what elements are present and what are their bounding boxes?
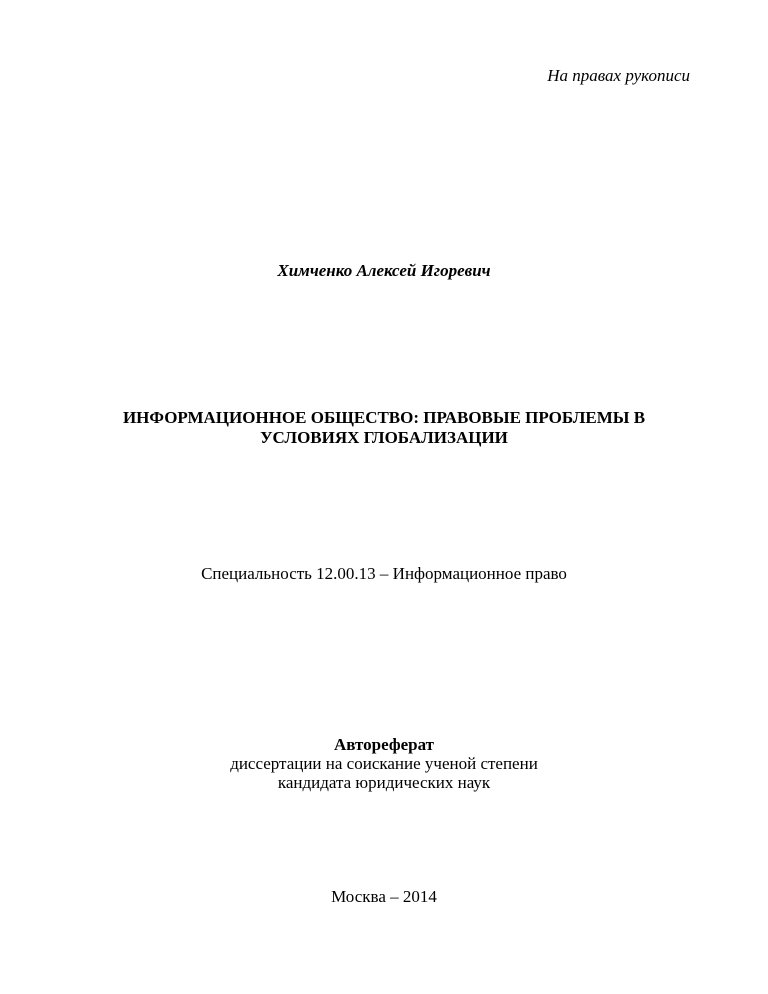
rights-note: На правах рукописи xyxy=(547,66,690,85)
abstract-line-2: кандидата юридических наук xyxy=(277,773,491,792)
title-line-2: УСЛОВИЯХ ГЛОБАЛИЗАЦИИ xyxy=(260,428,508,447)
dissertation-title xyxy=(0,408,768,448)
abstract-heading: Автореферат xyxy=(333,735,435,754)
abstract-block xyxy=(0,735,768,792)
title-line-1: ИНФОРМАЦИОННОЕ ОБЩЕСТВО: ПРАВОВЫЕ ПРОБЛЕМЫ В xyxy=(122,408,646,427)
specialty-line: Специальность 12.00.13 – Информационное право xyxy=(201,564,567,583)
city-year: Москва – 2014 xyxy=(331,887,437,906)
author-name: Химченко Алексей Игоревич xyxy=(277,261,491,280)
abstract-line-1: диссертации на соискание ученой степени xyxy=(230,754,538,773)
